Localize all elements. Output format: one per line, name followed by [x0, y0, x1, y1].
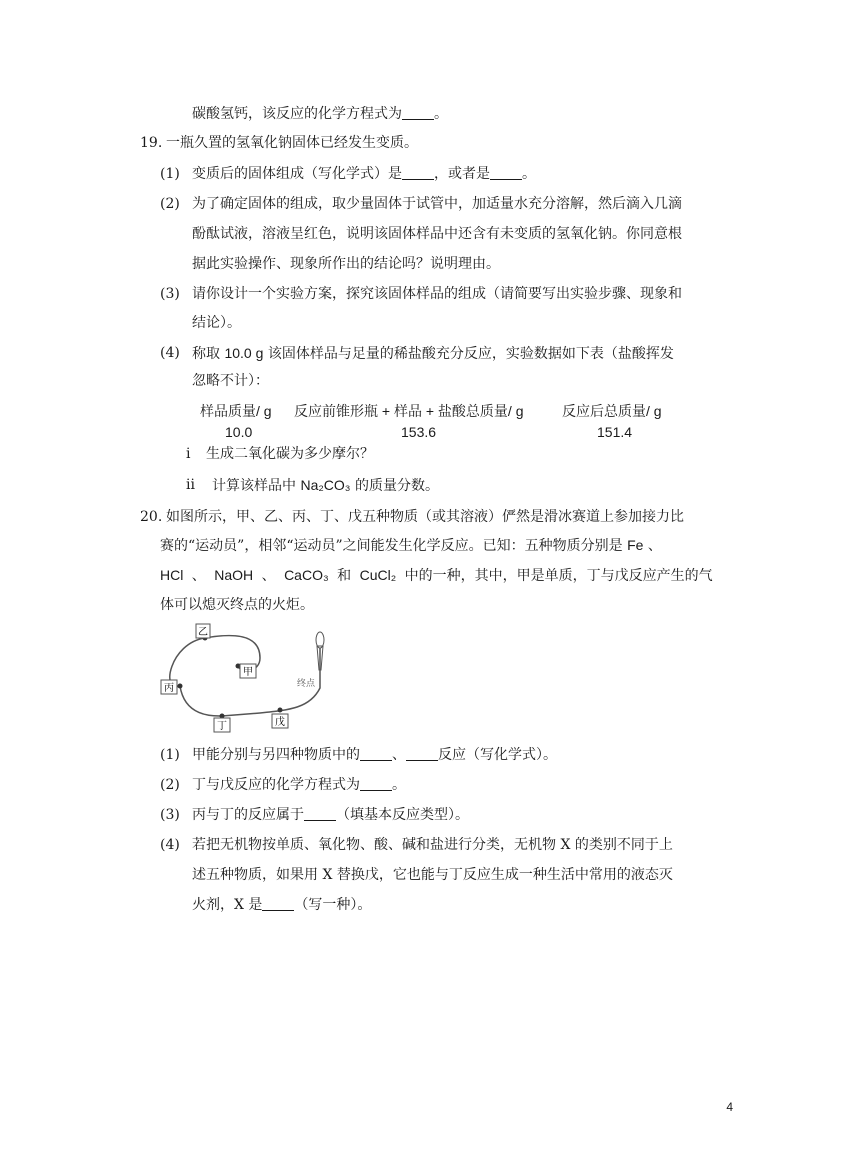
label-wu: 戊: [275, 717, 285, 728]
q19-sub-ii-number: ii: [186, 477, 195, 493]
q19-p4-text-a: 称取: [192, 346, 220, 362]
label-bing: 丙: [164, 683, 174, 694]
q19-sub-ii-text-b: 的质量分数。: [354, 478, 439, 494]
q19-sub-ii-text-a: 计算该样品中: [212, 478, 296, 494]
q20-stem-line1: 如图所示，甲、乙、丙、丁、戊五种物质（或其溶液）俨然是滑冰赛道上参加接力比: [166, 509, 684, 525]
continuation-text: 碳酸氢钙，该反应的化学方程式为: [192, 106, 402, 122]
q19-p1: [192, 163, 536, 185]
continuation-end: 。: [434, 106, 448, 122]
q19-p4-line1: [192, 342, 674, 365]
formula-fe: Fe: [627, 537, 644, 553]
q20-number: 20.: [140, 509, 163, 525]
q20-stem-line2-sep: 、: [647, 538, 662, 554]
q19-sub-ii: [212, 474, 439, 497]
relay-track-diagram: [160, 618, 330, 738]
q20-p2-text-b: 。: [392, 777, 406, 793]
q20-p3-text-a: 丙与丁的反应属于: [192, 807, 304, 823]
data-table-header-2: 反应前锥形瓶 + 样品 + 盐酸总质量/ g: [294, 403, 524, 419]
q20-stem-line3-text: 中的一种，其中，甲是单质，丁与戊反应产生的气: [404, 568, 713, 584]
q20-p1-text-c: 反应（写化学式）。: [438, 747, 557, 763]
answer-blank[interactable]: [402, 165, 434, 180]
q19-p2-number: (2): [160, 196, 180, 212]
q20-p3-number: (3): [160, 807, 180, 823]
q19-stem: 一瓶久置的氢氧化钠固体已经发生变质。: [166, 135, 418, 151]
q19-p3-number: (3): [160, 286, 180, 302]
q20-p1-text-a: 甲能分别与另四种物质中的: [192, 747, 360, 763]
formula-caco3: CaCO₃: [284, 567, 329, 583]
q20-p4-line2: 述五种物质，如果用 X 替换戊，它也能与丁反应生成一种生活中常用的液态灭: [192, 867, 673, 883]
continuation-line: [192, 103, 448, 125]
label-yi: 乙: [198, 627, 208, 638]
q20-p4-line3: [192, 894, 371, 916]
position-dot-bing: [178, 684, 183, 689]
data-table-header-3: 反应后总质量/ g: [562, 403, 662, 419]
q19-p2-line2: 酚酞试液，溶液呈红色，说明该固体样品中还含有未变质的氢氧化钠。你同意根: [192, 226, 682, 242]
q19-p4-line2: 忽略不计）：: [192, 373, 269, 389]
q19-p4-mass: 10.0 g: [224, 345, 264, 361]
q19-p4-text-c: 该固体样品与足量的稀盐酸充分反应，实验数据如下表（盐酸挥发: [267, 346, 674, 362]
q20-p3: [192, 804, 469, 826]
q19-p1-text-c: 。: [522, 166, 536, 182]
page-number: 4: [726, 1100, 733, 1114]
q20-p4-line3-text-b: （写一种）。: [294, 897, 372, 913]
q20-p2: [192, 774, 406, 796]
q19-p3-line2: 结论）。: [192, 315, 241, 331]
q20-stem-line2: [160, 534, 662, 557]
answer-blank[interactable]: [262, 896, 294, 911]
answer-blank[interactable]: [304, 806, 336, 821]
formula-hcl: HCl: [160, 567, 184, 583]
q19-p2-line1: 为了确定固体的组成，取少量固体于试管中，加适量水充分溶解，然后滴入几滴: [192, 196, 682, 212]
q20-p2-number: (2): [160, 777, 180, 793]
q20-p4-line1: 若把无机物按单质、氧化物、酸、碱和盐进行分类，无机物 X 的类别不同于上: [192, 837, 673, 853]
formula-naoh: NaOH: [214, 567, 254, 583]
q20-p1-number: (1): [160, 747, 180, 763]
q19-p3-line1: 请你设计一个实验方案，探究该固体样品的组成（请简要写出实验步骤、现象和: [192, 286, 682, 302]
q19-sub-i-number: i: [186, 446, 191, 462]
q20-stem-line3-sep2: 、: [261, 568, 276, 584]
label-ding: 丁: [217, 721, 227, 732]
q19-p1-text-a: 变质后的固体组成（写化学式）是: [192, 166, 402, 182]
q20-stem-line2-text: 赛的“运动员”，相邻“运动员”之间能发生化学反应。已知：五种物质分别是: [160, 538, 623, 554]
label-end: 终点: [296, 679, 316, 689]
q20-p4-number: (4): [160, 837, 180, 853]
q19-sub-i: 生成二氧化碳为多少摩尔？: [206, 446, 374, 462]
data-table-header-1: 样品质量/ g: [200, 403, 272, 419]
position-dot-wu: [278, 708, 283, 713]
q19-p1-number: (1): [160, 166, 180, 182]
data-table-value-2: 153.6: [401, 424, 437, 440]
q20-p4-line3-text-a: 火剂，X 是: [192, 897, 263, 913]
q19-p4-number: (4): [160, 345, 180, 361]
q20-p2-text-a: 丁与戊反应的化学方程式为: [192, 777, 360, 793]
answer-blank[interactable]: [360, 746, 392, 761]
q20-stem-line3-and: 和: [337, 568, 352, 584]
answer-blank[interactable]: [406, 746, 438, 761]
data-table-value-3: 151.4: [597, 424, 633, 440]
answer-blank[interactable]: [360, 776, 392, 791]
formula-na2co3: Na₂CO₃: [300, 477, 351, 493]
data-table-value-1: 10.0: [225, 424, 253, 440]
q20-p1: [192, 744, 557, 766]
q20-p3-text-b: （填基本反应类型）。: [336, 807, 469, 823]
q19-number: 19.: [140, 135, 163, 151]
q20-stem-line3-sep1: 、: [191, 568, 206, 584]
answer-blank[interactable]: [490, 165, 522, 180]
q19-p1-text-b: ，或者是: [434, 166, 490, 182]
q20-stem-line3: [160, 564, 713, 587]
q20-p1-sep: 、: [392, 747, 406, 763]
q19-p2-line3: 据此实验操作、现象所作出的结论吗？说明理由。: [192, 256, 500, 272]
answer-blank[interactable]: [402, 105, 434, 120]
q20-stem-line4: 体可以熄灭终点的火炬。: [160, 597, 314, 613]
label-jia: 甲: [243, 667, 253, 678]
formula-cucl2: CuCl₂: [359, 567, 397, 583]
